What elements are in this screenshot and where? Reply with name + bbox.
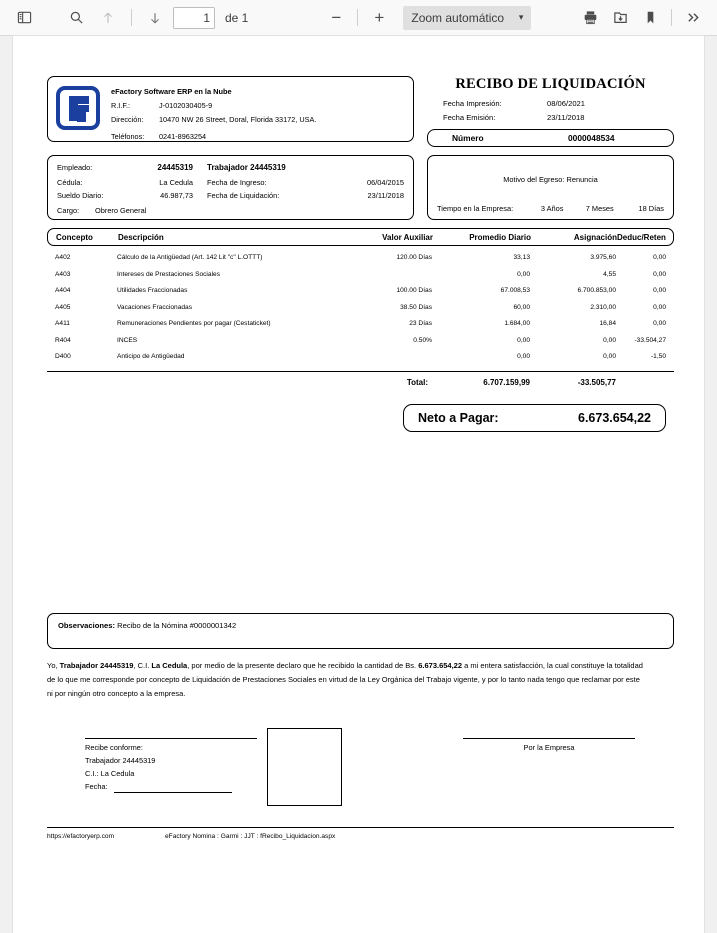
cell-concepto: A411: [55, 320, 70, 328]
employee-label: Empleado:: [57, 163, 93, 173]
table-row: [47, 253, 674, 263]
sidebar-toggle-icon[interactable]: [10, 5, 38, 31]
cell-valor-auxiliar: 120.00 Días: [396, 254, 432, 262]
observations-box: [47, 613, 674, 649]
time-in-company-label: Tiempo en la Empresa:: [437, 204, 514, 214]
time-in-company-row: [437, 204, 664, 213]
zoom-level-select[interactable]: [403, 6, 531, 30]
print-icon[interactable]: [576, 5, 604, 31]
cell-valor-auxiliar: 23 Días: [409, 320, 432, 328]
footer-path: eFactory Nomina : Garmi : JJT : fRecibo_Liquidacion.aspx: [165, 833, 336, 841]
print-date-label: Fecha Impresión:: [443, 99, 502, 108]
time-days: 18 Días: [638, 204, 664, 214]
recibe-ci-label: C.I.:: [85, 768, 99, 778]
cell-promedio-diario: 33,13: [513, 254, 530, 262]
fecha-row: [85, 781, 257, 794]
th-asignacion: Asignación: [573, 232, 617, 242]
declaration-amount: 6.673.654,22: [418, 660, 463, 670]
net-pay-label: Neto a Pagar:: [418, 410, 499, 425]
signature-section: [47, 728, 674, 825]
declaration-p4: a mi entera satisfacción, la cual constituye la totalidad de lo que me corresponde por concepto de Liquidación de Prestaciones Sociales en virtud de la Ley Orgánica del Trabajo vigente, y por lo tanto nada tengo que reclamar por este ni por ningún otro concepto a la empresa.: [47, 660, 643, 698]
bookmark-icon[interactable]: [636, 5, 664, 31]
declaration-cedula: La Cedula: [151, 660, 188, 670]
cell-promedio-diario: 1.684,00: [504, 320, 530, 328]
company-name: eFactory Software ERP en la Nube: [111, 87, 232, 96]
cell-promedio-diario: 0,00: [517, 270, 530, 278]
cell-promedio-diario: 0,00: [517, 353, 530, 361]
issue-date-value: 23/11/2018: [547, 112, 585, 122]
sueldo-label: Sueldo Diario:: [57, 191, 104, 201]
net-pay-box: [403, 404, 666, 432]
table-row: [47, 303, 674, 313]
cedula-row: [57, 177, 404, 188]
cell-descripcion: Cálculo de la Antigüedad (Art. 142 Lit "c" L.OTTT): [117, 254, 263, 262]
company-phone-label: Teléfonos:: [111, 132, 145, 142]
save-icon[interactable]: [606, 5, 634, 31]
company-address-row: [111, 113, 316, 127]
th-deduc-reten: Deduc/Reten: [617, 232, 666, 242]
pdf-page-1: [13, 36, 704, 933]
double-chevron-right-icon[interactable]: [679, 5, 707, 31]
pdf-viewer-canvas[interactable]: [0, 36, 717, 933]
th-valor-auxiliar: Valor Auxiliar: [382, 232, 433, 242]
table-row: [47, 352, 674, 362]
company-address-value: 10470 NW 26 Street, Doral, Florida 33172, USA.: [159, 115, 317, 125]
cell-descripcion: Utilidades Fraccionadas: [117, 287, 188, 295]
observations-value: Recibo de la Nómina #0000001342: [117, 620, 237, 630]
employee-signature-block: [85, 738, 257, 793]
cell-descripcion: Remuneraciones Pendientes por pagar (Cestaticket): [117, 320, 271, 328]
cedula-value: La Cedula: [159, 177, 193, 187]
company-info-box: [47, 76, 414, 142]
toolbar-left-group: [10, 5, 248, 31]
next-page-button[interactable]: [141, 5, 169, 31]
cell-valor-auxiliar: 38.50 Días: [400, 303, 432, 311]
cell-valor-auxiliar: 100.00 Días: [396, 287, 432, 295]
chevron-down-icon: ▾: [518, 12, 524, 22]
table-body: [47, 253, 674, 362]
employee-signature-line: [85, 738, 257, 739]
th-descripcion: Descripción: [118, 232, 164, 242]
toolbar-divider-2: [357, 9, 358, 26]
cell-asignacion: 3.975,60: [590, 254, 616, 262]
total-deduccion: -33.505,77: [577, 377, 616, 387]
toolbar-divider-1: [131, 9, 132, 26]
document-header: [47, 76, 674, 147]
previous-page-button[interactable]: [94, 5, 122, 31]
cell-deduc-reten: 0,00: [653, 320, 666, 328]
cell-promedio-diario: 60,00: [513, 303, 530, 311]
print-date-value: 08/06/2021: [547, 99, 586, 108]
egress-reason: Motivo del Egreso: Renuncia: [503, 175, 598, 185]
toolbar-right-group: [576, 5, 707, 31]
th-promedio-diario: Promedio Diario: [469, 232, 531, 242]
print-date-row: [427, 97, 674, 111]
company-phone-value: 0241-8963254: [159, 132, 207, 142]
receipt-number-box: [427, 129, 674, 147]
cell-descripcion: INCES: [117, 336, 138, 344]
table-row: [47, 270, 674, 280]
totals-row: [47, 378, 674, 387]
pdf-toolbar: [0, 0, 717, 36]
cell-promedio-diario: 67.008,53: [500, 287, 530, 295]
cell-asignacion: 0,00: [603, 336, 616, 344]
zoom-level-value: Zoom automático: [411, 10, 505, 25]
table-row: [47, 319, 674, 329]
cell-asignacion: 2.310,00: [590, 303, 616, 311]
cedula-label: Cédula:: [57, 177, 83, 187]
document-footer: [47, 833, 674, 840]
cell-concepto: A403: [55, 270, 71, 278]
cell-concepto: A404: [55, 287, 71, 295]
declaration-p3: , por medio de la presente declaro que he recibido la cantidad de Bs.: [187, 660, 419, 670]
zoom-out-label: −: [331, 8, 342, 27]
company-rif-value: J-0102030405-9: [159, 101, 213, 111]
total-label: Total:: [406, 377, 428, 387]
issue-date-row: [427, 111, 674, 125]
cargo-label: Cargo:: [57, 206, 80, 216]
footer-url: https://efactoryerp.com: [47, 833, 115, 841]
cell-deduc-reten: 0,00: [653, 254, 666, 262]
ingreso-value: 06/04/2015: [367, 177, 404, 187]
table-row: [47, 336, 674, 346]
cell-descripcion: Intereses de Prestaciones Sociales: [117, 270, 220, 278]
company-signature-line: [463, 738, 635, 739]
declaration-p2: , C.I.: [133, 660, 152, 670]
cell-asignacion: 4,55: [603, 270, 616, 278]
document-title-block: [427, 76, 674, 147]
fecha-label: Fecha:: [85, 781, 108, 791]
receipt-number-value: 0000048534: [568, 133, 615, 144]
employee-name: Trabajador 24445319: [207, 163, 286, 173]
employee-code: 24445319: [157, 163, 193, 173]
liquidacion-value: 23/11/2018: [367, 191, 404, 201]
cell-concepto: A402: [55, 254, 71, 262]
toolbar-zoom-group: [322, 5, 531, 31]
company-rif-label: R.I.F.:: [111, 101, 131, 111]
cell-promedio-diario: 0,00: [517, 336, 530, 344]
concepts-table: [47, 228, 674, 387]
recibe-ci-value: La Cedula: [100, 768, 135, 778]
company-phone-row: [111, 130, 316, 144]
search-icon[interactable]: [62, 5, 90, 31]
zoom-in-label: +: [374, 8, 385, 27]
cell-concepto: A405: [55, 303, 71, 311]
ingreso-label: Fecha de Ingreso:: [207, 177, 267, 187]
recibe-name: Trabajador 24445319: [85, 756, 156, 766]
egress-info-box: [427, 155, 674, 220]
employee-section: [47, 155, 674, 220]
page-title: RECIBO DE LIQUIDACIÓN: [455, 76, 646, 92]
fecha-blank-line: [114, 784, 232, 793]
table-row: [47, 286, 674, 296]
employee-row: [57, 162, 404, 174]
net-pay-section: [47, 404, 674, 432]
declaration-name: Trabajador 24445319: [59, 660, 134, 670]
cell-deduc-reten: -1,50: [650, 353, 666, 361]
time-years: 3 Años: [540, 204, 564, 214]
cell-deduc-reten: 0,00: [653, 303, 666, 311]
cell-concepto: R404: [55, 336, 71, 344]
page-number-input[interactable]: [173, 7, 215, 29]
cargo-value: Obrero General: [95, 206, 147, 216]
table-header-row: [47, 228, 674, 246]
zoom-in-button[interactable]: [365, 5, 393, 31]
zoom-out-button[interactable]: [322, 5, 350, 31]
total-asignacion: 6.707.159,99: [483, 377, 530, 387]
issue-date-label: Fecha Emisión:: [443, 112, 496, 122]
footer-rule: [47, 827, 674, 828]
company-address-label: Dirección:: [111, 115, 144, 125]
employee-signature-text: [85, 742, 257, 793]
cell-descripcion: Vacaciones Fraccionadas: [117, 303, 193, 311]
company-details: [111, 83, 316, 144]
th-concepto: Concepto: [56, 232, 93, 242]
cargo-row: [57, 205, 404, 216]
sueldo-value: 46.987,73: [160, 191, 193, 201]
cell-valor-auxiliar: 0.50%: [413, 336, 432, 344]
table-bottom-rule: [47, 371, 674, 372]
receipt-document: [47, 76, 674, 840]
recibe-label: Recibe conforme:: [85, 743, 143, 753]
cell-descripcion: Anticipo de Antigüedad: [117, 353, 185, 361]
time-months: 7 Meses: [585, 204, 614, 214]
declaration-p1: Yo,: [47, 660, 60, 670]
company-signature-label: Por la Empresa: [523, 743, 575, 753]
page-count-label: de 1: [225, 10, 249, 25]
company-signature-block: [463, 738, 635, 752]
liquidacion-label: Fecha de Liquidación:: [207, 191, 280, 201]
cell-concepto: D400: [55, 353, 71, 361]
toolbar-divider-3: [671, 9, 672, 26]
stamp-box: [267, 728, 342, 806]
sueldo-row: [57, 190, 404, 201]
cell-deduc-reten: -33.504,27: [634, 336, 666, 344]
company-rif-row: [111, 99, 316, 113]
cell-deduc-reten: 0,00: [653, 287, 666, 295]
declaration-text: [47, 659, 647, 701]
employee-info-box: [47, 155, 414, 220]
efactory-logo-icon: [56, 86, 100, 130]
net-pay-value: 6.673.654,22: [578, 410, 651, 425]
cell-asignacion: 6.700.853,00: [577, 287, 616, 295]
recibe-ci-row: [85, 768, 257, 781]
observations-label: Observaciones:: [58, 620, 115, 630]
receipt-number-label: Número: [452, 133, 484, 144]
cell-asignacion: 16,84: [599, 320, 616, 328]
cell-asignacion: 0,00: [603, 353, 616, 361]
cell-deduc-reten: 0,00: [653, 270, 666, 278]
